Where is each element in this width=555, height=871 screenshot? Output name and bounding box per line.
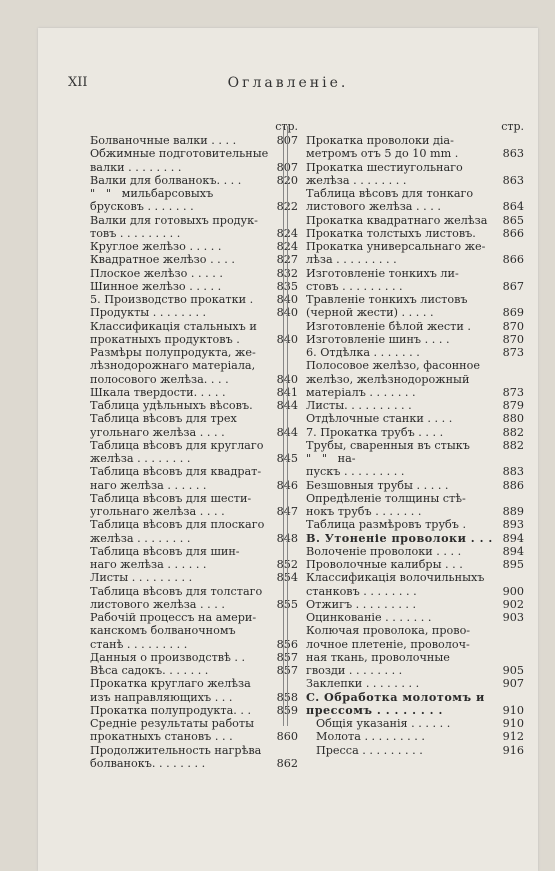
toc-entry — [90, 346, 298, 386]
toc-entry-page: 902 — [502, 597, 524, 611]
toc-entry-title: 5. Производство прокатки . — [90, 293, 254, 306]
toc-entry-title: Шкала твердости. . . . . — [90, 385, 226, 399]
toc-entry-page: 860 — [276, 730, 298, 744]
toc-entry-page: 840 — [276, 306, 298, 320]
toc-entry-page: 882 — [502, 438, 524, 452]
toc-entry-title: Обжимные подготовительные валки . . . . . . . . — [90, 147, 269, 174]
toc-entry-title: Безшовныя трубы . . . . . — [306, 478, 449, 492]
toc-entry-title: Трубы, сваренныя въ стыкъ — [306, 438, 470, 452]
toc-entry — [306, 426, 524, 439]
toc-entry-title: " " мильбарсовыхъ брусковъ . . . . . . . — [90, 187, 214, 214]
toc-entry-title: Таблица вѣсовъ для тонкаго листового желѣза . . . . — [306, 187, 474, 214]
toc-entry-page: 859 — [276, 703, 298, 717]
toc-entry-page: 807 — [276, 160, 298, 174]
toc-left-list — [90, 134, 298, 770]
toc-entry-page: 873 — [502, 346, 524, 359]
toc-entry-page: 827 — [276, 253, 298, 267]
toc-entry-page: 889 — [502, 505, 524, 518]
toc-entry-page: 807 — [276, 134, 298, 147]
toc-entry-title: B. Утоненіе проволоки . . . — [306, 530, 493, 545]
page-column-label: стр. — [501, 120, 524, 133]
toc-entry — [306, 598, 524, 611]
toc-entry-title: Таблица вѣсовъ для квадрат- наго желѣза . . . . . . — [90, 465, 262, 492]
toc-entry-page: 822 — [276, 200, 298, 214]
toc-entry-page: 840 — [276, 293, 298, 306]
toc-entry-page: 857 — [276, 650, 298, 664]
toc-entry — [306, 545, 524, 558]
toc-entry-page: 882 — [502, 425, 524, 439]
toc-entry-page: 856 — [276, 637, 298, 651]
toc-entry-title: Прокатка проволоки діа- метромъ отъ 5 до 10 mm . — [306, 134, 459, 161]
toc-entry-title: Таблица вѣсовъ для шин- наго желѣза . . . . . . — [90, 544, 240, 571]
toc-entry-title: Квадратное желѣзо . . . . — [90, 253, 235, 267]
toc-entry-page: 910 — [502, 703, 524, 717]
toc-entry-title: Отдѣлочные станки . . . . — [306, 412, 453, 426]
toc-entry-title: Листы. . . . . . . . . . — [306, 399, 412, 412]
toc-entry-page: 870 — [502, 332, 524, 346]
toc-entry-title: " " на- пускъ . . . . . . . . . — [306, 452, 405, 479]
toc-entry — [90, 492, 298, 519]
toc-entry — [306, 677, 524, 690]
toc-entry-title: Продолжительность нагрѣва болванокъ. . . . . . . . — [90, 743, 262, 770]
toc-entry — [90, 187, 298, 214]
toc-entry-title: Продукты . . . . . . . . — [90, 306, 207, 320]
toc-entry — [306, 333, 524, 346]
toc-entry-page: 847 — [276, 505, 298, 518]
toc-entry-page: 912 — [502, 730, 524, 744]
toc-entry-title: Круглое желѣзо . . . . . — [90, 240, 222, 253]
toc-entry — [90, 412, 298, 439]
toc-entry — [306, 492, 524, 519]
toc-entry-page: 863 — [502, 147, 524, 161]
toc-entry-title: Вѣса садокъ. . . . . . . — [90, 664, 209, 677]
toc-entry-title: Таблица вѣсовъ для плоскаго желѣза . . . . . . . . — [90, 518, 265, 545]
toc-entry — [90, 134, 298, 147]
toc-entry — [90, 267, 298, 280]
toc-entry — [90, 280, 298, 293]
toc-entry — [90, 571, 298, 584]
toc-entry-page: 893 — [502, 518, 524, 532]
toc-entry-page: 844 — [276, 399, 298, 412]
toc-entry — [306, 134, 524, 161]
toc-entry — [306, 479, 524, 492]
toc-entry — [306, 518, 524, 531]
toc-entry-title: Отжигъ . . . . . . . . . — [306, 597, 417, 611]
toc-entry-page: 820 — [276, 173, 298, 187]
toc-entry-title: Изготовленіе шинъ . . . . — [306, 332, 450, 346]
toc-entry — [306, 439, 524, 452]
toc-entry-page: 854 — [276, 571, 298, 585]
toc-entry-page: 867 — [502, 279, 524, 293]
toc-entry-page: 864 — [502, 200, 524, 214]
toc-entry-page: 873 — [502, 385, 524, 399]
toc-entry — [306, 399, 524, 412]
toc-entry — [306, 214, 524, 227]
page-number: XII — [68, 75, 88, 90]
toc-entry — [306, 571, 524, 598]
page-header — [38, 75, 538, 95]
toc-entry — [90, 465, 298, 492]
toc-entry-title: Данныя о производствѣ . . — [90, 650, 246, 664]
toc-entry — [90, 717, 298, 744]
toc-entry-page: 865 — [502, 213, 524, 227]
toc-entry-title: Изготовленіе бѣлой жести . — [306, 319, 471, 333]
toc-entry-title: 6. Отдѣлка . . . . . . . — [306, 346, 420, 359]
toc-entry-title: Размѣры полупродукта, же- лѣзнодорожнаго матеріала, полосового желѣза. . . . — [90, 346, 256, 386]
toc-entry-page: 848 — [276, 531, 298, 545]
toc-entry — [90, 386, 298, 399]
toc-entry-page: 863 — [502, 173, 524, 187]
toc-entry-title: Таблица размѣровъ трубъ . — [306, 518, 467, 532]
toc-entry-title: Молота . . . . . . . . . — [316, 730, 425, 744]
toc-entry-title: Прокатка квадратнаго желѣза — [306, 213, 488, 227]
toc-entry — [90, 611, 298, 651]
toc-entry-page: 883 — [502, 465, 524, 479]
toc-entry — [306, 730, 524, 743]
toc-entry-page: 907 — [502, 677, 524, 691]
toc-entry — [90, 293, 298, 306]
toc-entry-title: Шинное желѣзо . . . . . — [90, 279, 222, 293]
toc-entry — [306, 359, 524, 399]
toc-entry-page: 845 — [276, 452, 298, 465]
toc-entry-title: Оцинкованіе . . . . . . . — [306, 611, 432, 624]
toc-entry — [306, 267, 524, 294]
toc-entry — [90, 518, 298, 545]
toc-entry-title: Рабочій процессъ на амери- канскомъ болваночномъ станѣ . . . . . . . . . — [90, 611, 257, 651]
toc-right-list — [306, 134, 524, 757]
toc-entry — [90, 677, 298, 704]
toc-entry-title: Болваночные валки . . . . — [90, 134, 237, 147]
toc-entry — [306, 717, 524, 730]
toc-entry-title: Прокатка полупродукта. . . — [90, 703, 252, 717]
toc-entry-title: 7. Прокатка трубъ . . . . — [306, 425, 444, 439]
toc-entry — [90, 240, 298, 253]
toc-entry — [90, 306, 298, 319]
toc-entry — [306, 227, 524, 240]
toc-entry-page: 855 — [276, 597, 298, 611]
toc-entry-title: Травленіе тонкихъ листовъ (черной жести) . . . . . — [306, 293, 468, 320]
toc-entry — [306, 240, 524, 267]
toc-entry — [90, 399, 298, 412]
toc-entry-page: 880 — [502, 412, 524, 426]
toc-entry — [306, 624, 524, 677]
toc-entry-title: Общія указанія . . . . . . — [316, 717, 451, 730]
toc-entry-title: Таблица вѣсовъ для трех угольнаго желѣза . . . . — [90, 412, 237, 439]
toc-entry — [90, 439, 298, 466]
toc-entry-page: 858 — [276, 690, 298, 704]
page-column-label: стр. — [275, 120, 298, 133]
toc-entry — [90, 214, 298, 241]
toc-entry-title: Листы . . . . . . . . . — [90, 571, 193, 585]
toc-entry — [90, 744, 298, 771]
toc-entry-page: 840 — [276, 372, 298, 386]
toc-entry — [306, 558, 524, 571]
toc-entry-title: Прокатка универсальнаго же- лѣза . . . . . . . . . — [306, 240, 486, 267]
toc-entry — [90, 174, 298, 187]
toc-entry-page: 916 — [502, 743, 524, 757]
toc-entry-page: 857 — [276, 664, 298, 677]
toc-entry-page: 862 — [276, 756, 298, 770]
toc-entry-title: Таблица вѣсовъ для шести- угольнаго желѣза . . . . — [90, 491, 252, 518]
toc-entry-title: Классификація волочильныхъ станковъ . . . . . . . . — [306, 571, 485, 598]
toc-entry — [306, 744, 524, 757]
toc-entry — [90, 664, 298, 677]
toc-entry — [306, 187, 524, 214]
toc-entry — [306, 346, 524, 359]
toc-entry-title: Прокатка круглаго желѣза изъ направляющихъ . . . — [90, 677, 251, 704]
toc-entry — [90, 651, 298, 664]
toc-entry-title: Таблица удѣльныхъ вѣсовъ. — [90, 399, 253, 412]
toc-entry-title: Средніе результаты работы прокатныхъ становъ . . . — [90, 717, 255, 744]
toc-entry-page: 824 — [276, 226, 298, 240]
toc-entry — [306, 532, 524, 545]
toc-entry — [90, 704, 298, 717]
toc-entry-page: 844 — [276, 425, 298, 439]
toc-entry-page: 905 — [502, 664, 524, 677]
toc-entry-page: 903 — [502, 611, 524, 624]
toc-entry-title: Проволочные калибры . . . — [306, 558, 463, 571]
toc-entry-page: 894 — [502, 544, 524, 558]
book-page — [38, 28, 538, 871]
toc-entry-page: 824 — [276, 240, 298, 253]
toc-entry — [306, 320, 524, 333]
page-title: Оглавленіе. — [227, 75, 349, 91]
toc-entry-title: Прокатка шестиугольнаго желѣза . . . . . . . . — [306, 160, 463, 187]
toc-entry-title: Классификація стальныхъ и прокатныхъ продуктовъ . — [90, 319, 257, 346]
toc-entry-title: Колючая проволока, прово- лочное плетеніе, проволоч- ная ткань, проволочные гвозди . . . . . . . . — [306, 624, 471, 677]
toc-entry-title: Плоское желѣзо . . . . . — [90, 266, 223, 280]
toc-entry-page: 840 — [276, 332, 298, 346]
toc-entry-title: Полосовое желѣзо, фасонное желѣзо, желѣзнодорожный матеріалъ . . . . . . . — [306, 359, 480, 399]
toc-entry-title: Опредѣленіе толщины стѣ- нокъ трубъ . . . . . . . — [306, 491, 466, 518]
toc-entry-page: 900 — [502, 584, 524, 598]
toc-entry-title: Таблица вѣсовъ для круглаго желѣза . . . . . . . . — [90, 438, 264, 465]
column-divider — [283, 126, 288, 726]
toc-entry-page: 879 — [502, 399, 524, 412]
toc-entry-title: Валки для готовыхъ продук- товъ . . . . . . . . . — [90, 213, 258, 240]
toc-entry-page: 835 — [276, 279, 298, 293]
toc-entry-page: 895 — [502, 558, 524, 571]
toc-entry — [90, 147, 298, 174]
toc-entry-page: 870 — [502, 319, 524, 333]
toc-entry-title: Заклепки . . . . . . . . — [306, 677, 420, 691]
toc-entry — [306, 412, 524, 425]
toc-left-column — [90, 120, 298, 770]
toc-entry-title: Валки для болванокъ. . . . — [90, 173, 242, 187]
toc-entry — [90, 585, 298, 612]
toc-entry — [90, 253, 298, 266]
toc-entry-page: 866 — [502, 253, 524, 267]
toc-entry — [306, 691, 524, 718]
toc-entry — [306, 452, 524, 479]
toc-entry-title: C. Обработка молотомъ и прессомъ . . . . . . . . — [306, 689, 485, 717]
toc-entry-title: Таблица вѣсовъ для толстаго листового желѣза . . . . — [90, 584, 263, 611]
toc-entry — [306, 293, 524, 320]
toc-entry-title: Пресса . . . . . . . . . — [316, 743, 423, 757]
toc-entry — [90, 320, 298, 347]
toc-entry-page: 869 — [502, 306, 524, 320]
toc-entry — [306, 161, 524, 188]
toc-entry-page: 846 — [276, 478, 298, 492]
toc-right-column — [306, 120, 524, 757]
toc-entry-page: 841 — [276, 385, 298, 399]
toc-entry-title: Волоченіе проволоки . . . . — [306, 544, 462, 558]
toc-entry — [90, 545, 298, 572]
toc-entry — [306, 611, 524, 624]
toc-entry-page: 886 — [502, 478, 524, 492]
toc-entry-page: 866 — [502, 226, 524, 240]
toc-entry-page: 910 — [502, 717, 524, 730]
toc-entry-title: Изготовленіе тонкихъ ли- стовъ . . . . . . . . . — [306, 266, 459, 293]
toc-entry-page: 852 — [276, 558, 298, 571]
toc-entry-page: 894 — [502, 531, 524, 545]
toc-entry-title: Прокатка толстыхъ листовъ. — [306, 226, 476, 240]
toc-entry-page: 832 — [276, 266, 298, 280]
